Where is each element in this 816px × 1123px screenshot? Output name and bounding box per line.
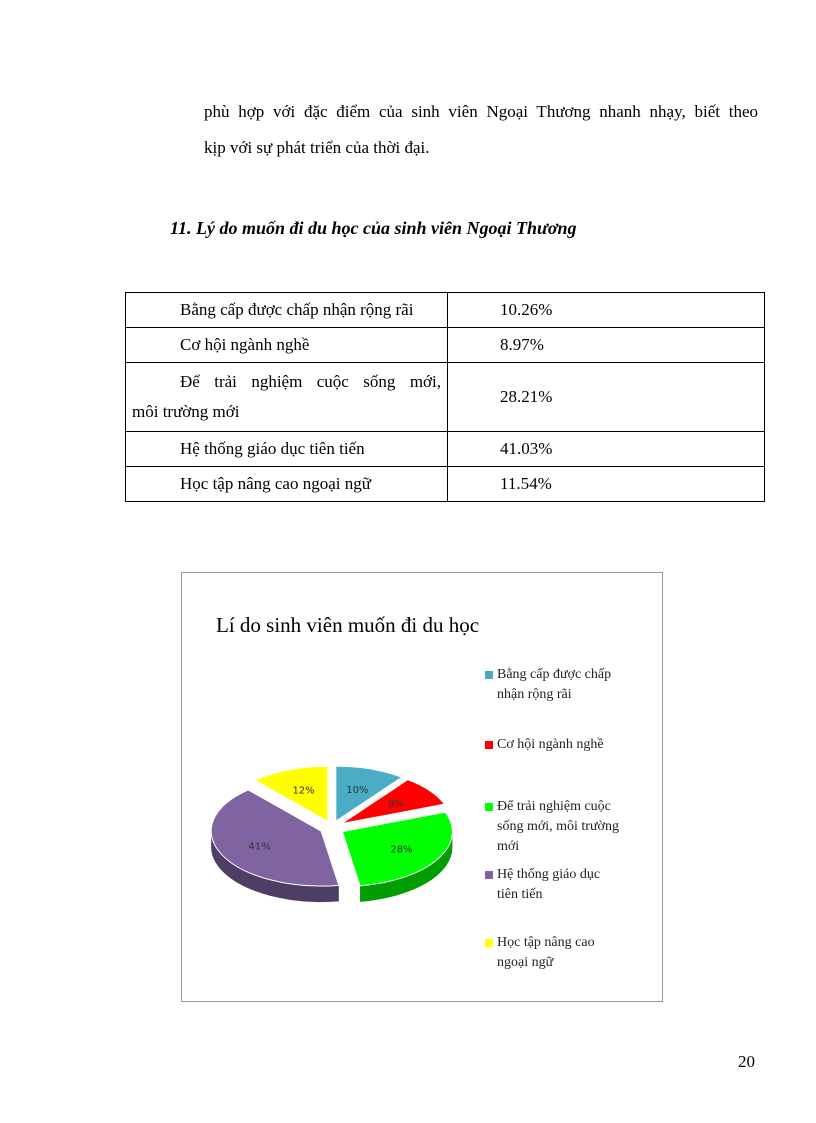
paragraph-line-2: kịp với sự phát triển của thời đại. (204, 138, 430, 157)
legend-label: Hệ thống giáo dục (497, 867, 601, 882)
table-cell-value: 11.54% (448, 467, 765, 502)
pie-data-label: 12% (292, 785, 315, 797)
legend-label: ngoại ngữ (497, 955, 554, 970)
table-row (126, 432, 765, 467)
table-cell-value: 10.26% (448, 293, 765, 328)
pie-data-label: 9% (388, 799, 405, 811)
table-cell-label: Để trải nghiệm cuộc sống mới, môi trường mới (126, 363, 448, 432)
legend-swatch (485, 741, 493, 749)
legend-label: Để trải nghiệm cuộc (497, 799, 611, 814)
legend-item (485, 735, 647, 755)
pie-data-label: 10% (346, 784, 369, 796)
legend-swatch (485, 939, 493, 947)
legend-label: Học tập nâng cao (497, 935, 595, 950)
table-cell-value: 28.21% (448, 363, 765, 432)
legend-label: nhận rộng rãi (497, 687, 572, 702)
paragraph-line-1: phù hợp với đặc điểm của sinh viên Ngoại Thương nhanh nhạy, biết theo (204, 102, 758, 121)
legend-item (485, 865, 647, 905)
table-cell-label: Hệ thống giáo dục tiên tiến (126, 432, 448, 467)
legend-item (485, 933, 647, 973)
table-cell-value: 41.03% (448, 432, 765, 467)
legend-label: mới (497, 839, 520, 854)
pie-data-label: 28% (390, 844, 413, 856)
table-cell-label: Học tập nâng cao ngoại ngữ (126, 467, 448, 502)
chart-title: Lí do sinh viên muốn đi du học (216, 613, 480, 637)
table-row (126, 467, 765, 502)
section-heading: 11. Lý do muốn đi du học của sinh viên Ngoại Thương (170, 218, 577, 238)
table-cell-label: Cơ hội ngành nghề (126, 328, 448, 363)
legend-swatch (485, 671, 493, 679)
legend-item (485, 665, 647, 705)
pie-data-label: 41% (248, 841, 271, 853)
pie-chart (181, 572, 663, 1002)
table-cell-value: 8.97% (448, 328, 765, 363)
legend-swatch (485, 803, 493, 811)
page-number: 20 (738, 1052, 755, 1071)
legend-label: Cơ hội ngành nghề (497, 737, 604, 752)
legend-swatch (485, 871, 493, 879)
legend-item (485, 797, 647, 857)
table-row (126, 293, 765, 328)
reasons-table (125, 292, 765, 502)
table-row (126, 363, 765, 432)
legend-label: Bằng cấp được chấp (497, 667, 612, 682)
body-paragraph (204, 94, 758, 166)
table-cell-label: Bằng cấp được chấp nhận rộng rãi (126, 293, 448, 328)
legend-label: tiên tiến (497, 887, 543, 902)
legend-label: sống mới, môi trường (497, 819, 619, 834)
table-row (126, 328, 765, 363)
